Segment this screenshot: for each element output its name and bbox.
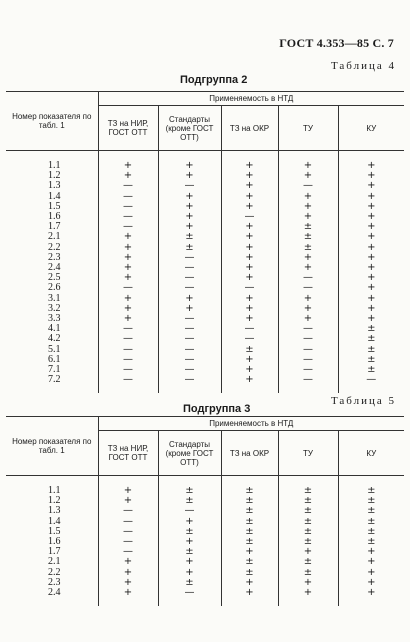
applicability-mark: ± (158, 527, 221, 537)
applicability-mark: + (338, 294, 404, 304)
column-header: ТЗ на НИР, ГОСТ ОТТ (98, 106, 158, 151)
applicability-mark: + (221, 192, 278, 202)
applicability-mark: — (98, 375, 158, 385)
indicator-number: 4.2 (48, 333, 61, 345)
indicator-number: 1.2 (48, 495, 61, 507)
table-row (6, 375, 404, 385)
applicability-mark: — (221, 324, 278, 334)
column-header: ТУ (278, 106, 338, 151)
indicator-number: 2.6 (48, 282, 61, 294)
applicability-mark: + (158, 557, 221, 567)
table-row (6, 192, 404, 202)
column-header: ТЗ на НИР, ГОСТ ОТТ (98, 431, 158, 476)
indicator-number: 6.1 (48, 353, 61, 365)
applicability-mark: + (98, 161, 158, 171)
applicability-mark: + (98, 171, 158, 181)
applicability-mark: — (221, 212, 278, 222)
subgroup-title: Подгруппа 2 (180, 74, 248, 86)
applicability-mark: + (221, 547, 278, 557)
indicator-number: 1.3 (48, 505, 61, 517)
applicability-mark: + (98, 486, 158, 496)
indicator-number: 2.4 (48, 262, 61, 274)
applicability-mark: — (278, 283, 338, 293)
applicability-mark: — (221, 283, 278, 293)
applicability-mark: + (221, 304, 278, 314)
applicability-mark: ± (278, 557, 338, 567)
applicability-mark: — (158, 253, 221, 263)
table-row (6, 314, 404, 324)
indicator-number: 2.2 (48, 566, 61, 578)
indicator-number: 2.4 (48, 587, 61, 599)
applicability-mark: — (98, 283, 158, 293)
table-row (6, 506, 404, 516)
column-header: Стандарты (кроме ГОСТ ОТТ) (158, 106, 221, 151)
applicability-mark: ± (221, 517, 278, 527)
table-row (6, 212, 404, 222)
applicability-mark: + (338, 222, 404, 232)
applicability-mark: — (98, 334, 158, 344)
applicability-mark: + (221, 181, 278, 191)
applicability-mark: ± (338, 365, 404, 375)
applicability-mark: + (338, 568, 404, 578)
applicability-mark: — (98, 324, 158, 334)
applicability-mark: — (98, 202, 158, 212)
table-row (6, 263, 404, 273)
table-row (6, 578, 404, 588)
applicability-mark: + (221, 222, 278, 232)
applicability-mark: + (338, 273, 404, 283)
applicability-mark: ± (338, 527, 404, 537)
applicability-mark: ± (158, 578, 221, 588)
indicator-number: 2.1 (48, 556, 61, 568)
applicability-mark: — (98, 212, 158, 222)
applicability-mark: + (221, 588, 278, 598)
applicability-mark: ± (338, 324, 404, 334)
applicability-mark: — (98, 517, 158, 527)
table-body (6, 151, 404, 394)
applicability-mark: ± (278, 527, 338, 537)
indicator-number: 7.2 (48, 374, 61, 386)
applicability-mark: ± (221, 568, 278, 578)
applicability-mark: — (158, 506, 221, 516)
table-row (6, 304, 404, 314)
applicability-mark: ± (158, 496, 221, 506)
applicability-mark: + (278, 304, 338, 314)
applicability-mark: + (158, 192, 221, 202)
applicability-mark: ± (278, 222, 338, 232)
applicability-mark: ± (221, 345, 278, 355)
table-row (6, 486, 404, 496)
indicator-number: 2.2 (48, 241, 61, 253)
applicability-mark: + (338, 547, 404, 557)
column-header: ТЗ на ОКР (221, 431, 278, 476)
indicator-number: 1.7 (48, 546, 61, 558)
indicator-number: 1.1 (48, 485, 61, 496)
applicability-header: Применяемость в НТД (98, 92, 404, 106)
applicability-mark: + (278, 263, 338, 273)
applicability-mark: + (158, 171, 221, 181)
applicability-mark: ± (278, 517, 338, 527)
applicability-mark: + (221, 375, 278, 385)
applicability-mark: + (158, 537, 221, 547)
spacer-row (6, 151, 404, 162)
table-row (6, 243, 404, 253)
indicator-number: 2.1 (48, 231, 61, 243)
table-row (6, 537, 404, 547)
applicability-mark: + (221, 355, 278, 365)
table-caption: Таблица 5 (330, 395, 396, 407)
applicability-mark: + (338, 212, 404, 222)
applicability-mark: + (338, 253, 404, 263)
applicability-mark: + (338, 192, 404, 202)
table-body (6, 476, 404, 607)
applicability-mark: — (98, 192, 158, 202)
subgroup-title: Подгруппа 3 (183, 403, 251, 415)
table-row (6, 202, 404, 212)
applicability-mark: ± (338, 486, 404, 496)
applicability-mark: ± (338, 517, 404, 527)
applicability-mark: + (221, 273, 278, 283)
row-label-header: Номер показателя по табл. 1 (6, 417, 98, 476)
applicability-mark: ± (221, 486, 278, 496)
spacer-row (6, 385, 404, 393)
applicability-mark: + (278, 578, 338, 588)
applicability-mark: — (158, 283, 221, 293)
table-row (6, 294, 404, 304)
applicability-mark: ± (338, 334, 404, 344)
column-header: Стандарты (кроме ГОСТ ОТТ) (158, 431, 221, 476)
applicability-mark: + (221, 253, 278, 263)
applicability-mark: + (221, 365, 278, 375)
applicability-mark: + (338, 232, 404, 242)
column-header: ТЗ на ОКР (221, 106, 278, 151)
applicability-mark: + (221, 294, 278, 304)
table-row (6, 345, 404, 355)
table-row (6, 222, 404, 232)
applicability-mark: ± (278, 243, 338, 253)
applicability-mark: — (98, 527, 158, 537)
applicability-mark: — (278, 345, 338, 355)
applicability-mark: — (158, 263, 221, 273)
applicability-mark: + (338, 578, 404, 588)
applicability-mark: ± (221, 527, 278, 537)
indicator-number: 1.1 (48, 160, 61, 171)
applicability-mark: — (158, 355, 221, 365)
indicator-number: 3.3 (48, 313, 61, 325)
column-header: ТУ (278, 431, 338, 476)
indicator-number: 1.4 (48, 190, 61, 202)
applicability-mark: + (98, 243, 158, 253)
applicability-mark: — (278, 334, 338, 344)
indicator-number: 2.3 (48, 576, 61, 588)
applicability-mark: — (98, 355, 158, 365)
applicability-mark: + (98, 273, 158, 283)
applicability-mark: ± (338, 496, 404, 506)
applicability-mark: — (98, 506, 158, 516)
indicator-number: 1.6 (48, 211, 61, 223)
applicability-mark: — (158, 588, 221, 598)
applicability-mark: — (158, 345, 221, 355)
applicability-mark: — (158, 334, 221, 344)
table-row (6, 355, 404, 365)
applicability-mark: — (158, 181, 221, 191)
table-row (6, 547, 404, 557)
applicability-mark: ± (158, 486, 221, 496)
applicability-mark: — (338, 375, 404, 385)
table-row (6, 273, 404, 283)
applicability-mark: + (98, 304, 158, 314)
applicability-mark: + (278, 202, 338, 212)
applicability-mark: + (98, 578, 158, 588)
applicability-mark: + (98, 263, 158, 273)
applicability-mark: ± (221, 496, 278, 506)
table-row (6, 588, 404, 598)
applicability-mark: + (221, 161, 278, 171)
applicability-mark: + (98, 253, 158, 263)
applicability-mark: — (98, 537, 158, 547)
indicator-number: 2.5 (48, 272, 61, 284)
applicability-mark: + (338, 243, 404, 253)
applicability-mark: — (98, 222, 158, 232)
applicability-mark: + (278, 588, 338, 598)
applicability-mark: + (221, 243, 278, 253)
applicability-mark: + (158, 212, 221, 222)
applicability-mark: + (158, 568, 221, 578)
applicability-mark: + (338, 202, 404, 212)
applicability-mark: + (338, 314, 404, 324)
applicability-mark: + (338, 171, 404, 181)
applicability-mark: + (158, 202, 221, 212)
applicability-mark: — (98, 181, 158, 191)
applicability-mark: ± (278, 568, 338, 578)
applicability-mark: — (158, 375, 221, 385)
applicability-mark: + (278, 161, 338, 171)
table-row (6, 334, 404, 344)
applicability-mark: — (98, 345, 158, 355)
indicator-number: 1.3 (48, 180, 61, 192)
column-header: КУ (338, 431, 404, 476)
applicability-mark: + (98, 294, 158, 304)
applicability-mark: + (338, 304, 404, 314)
applicability-table (6, 91, 404, 393)
applicability-mark: + (338, 588, 404, 598)
applicability-mark: — (158, 365, 221, 375)
table-row (6, 161, 404, 171)
applicability-mark: ± (338, 355, 404, 365)
applicability-mark: + (278, 253, 338, 263)
applicability-mark: — (278, 273, 338, 283)
applicability-mark: + (338, 283, 404, 293)
applicability-mark: + (278, 212, 338, 222)
applicability-mark: ± (338, 345, 404, 355)
applicability-mark: + (221, 232, 278, 242)
applicability-mark: + (158, 222, 221, 232)
applicability-mark: + (338, 161, 404, 171)
applicability-mark: — (158, 324, 221, 334)
applicability-mark: ± (278, 232, 338, 242)
applicability-mark: ± (338, 537, 404, 547)
table-row (6, 232, 404, 242)
applicability-mark: + (98, 314, 158, 324)
indicator-number: 1.5 (48, 200, 61, 212)
applicability-mark: + (221, 578, 278, 588)
applicability-mark: ± (221, 537, 278, 547)
applicability-mark: + (98, 232, 158, 242)
spacer-row (6, 598, 404, 606)
applicability-mark: ± (338, 506, 404, 516)
table-row (6, 568, 404, 578)
applicability-mark: + (98, 557, 158, 567)
applicability-mark: — (98, 365, 158, 375)
table-row (6, 283, 404, 293)
applicability-mark: + (278, 314, 338, 324)
applicability-mark: — (221, 334, 278, 344)
applicability-mark: ± (221, 506, 278, 516)
indicator-number: 1.7 (48, 221, 61, 233)
applicability-mark: ± (278, 537, 338, 547)
applicability-mark: + (278, 294, 338, 304)
applicability-mark: — (158, 314, 221, 324)
indicator-number: 3.1 (48, 292, 61, 304)
applicability-mark: + (158, 161, 221, 171)
applicability-mark: — (278, 324, 338, 334)
applicability-table (6, 416, 404, 606)
applicability-mark: — (278, 375, 338, 385)
table-row (6, 517, 404, 527)
applicability-header: Применяемость в НТД (98, 417, 404, 431)
applicability-mark: ± (278, 496, 338, 506)
applicability-mark: + (98, 568, 158, 578)
table-row (6, 253, 404, 263)
applicability-mark: ± (221, 557, 278, 567)
applicability-mark: + (98, 496, 158, 506)
table-row (6, 496, 404, 506)
applicability-mark: — (278, 355, 338, 365)
applicability-mark: + (338, 557, 404, 567)
applicability-mark: — (98, 547, 158, 557)
indicator-number: 5.1 (48, 343, 61, 355)
indicator-number: 1.6 (48, 536, 61, 548)
applicability-mark: ± (278, 506, 338, 516)
applicability-mark: — (278, 365, 338, 375)
table-row (6, 181, 404, 191)
applicability-mark: + (338, 263, 404, 273)
spacer-row (6, 476, 404, 487)
indicator-number: 1.5 (48, 525, 61, 537)
table-row (6, 171, 404, 181)
applicability-mark: — (278, 181, 338, 191)
indicator-number: 1.4 (48, 515, 61, 527)
applicability-mark: + (98, 588, 158, 598)
applicability-mark: ± (158, 232, 221, 242)
page-header: ГОСТ 4.353—85 С. 7 (279, 36, 394, 50)
indicator-number: 3.2 (48, 302, 61, 314)
applicability-mark: + (221, 263, 278, 273)
indicator-number: 4.1 (48, 323, 61, 335)
applicability-mark: + (158, 294, 221, 304)
applicability-mark: + (221, 171, 278, 181)
indicator-number: 7.1 (48, 364, 61, 376)
indicator-number: 2.3 (48, 251, 61, 263)
table-row (6, 324, 404, 334)
applicability-mark: ± (158, 547, 221, 557)
table-row (6, 365, 404, 375)
applicability-mark: ± (278, 486, 338, 496)
indicator-number: 1.2 (48, 170, 61, 182)
row-label-header: Номер показателя по табл. 1 (6, 92, 98, 151)
applicability-mark: + (221, 202, 278, 212)
table-row (6, 557, 404, 567)
applicability-mark: — (158, 273, 221, 283)
applicability-mark: + (278, 547, 338, 557)
table-row (6, 527, 404, 537)
applicability-mark: + (338, 181, 404, 191)
table-caption: Таблица 4 (330, 60, 396, 72)
applicability-mark: + (158, 304, 221, 314)
applicability-mark: + (158, 517, 221, 527)
applicability-mark: + (221, 314, 278, 324)
applicability-mark: + (278, 171, 338, 181)
applicability-mark: + (278, 192, 338, 202)
applicability-mark: ± (158, 243, 221, 253)
column-header: КУ (338, 106, 404, 151)
